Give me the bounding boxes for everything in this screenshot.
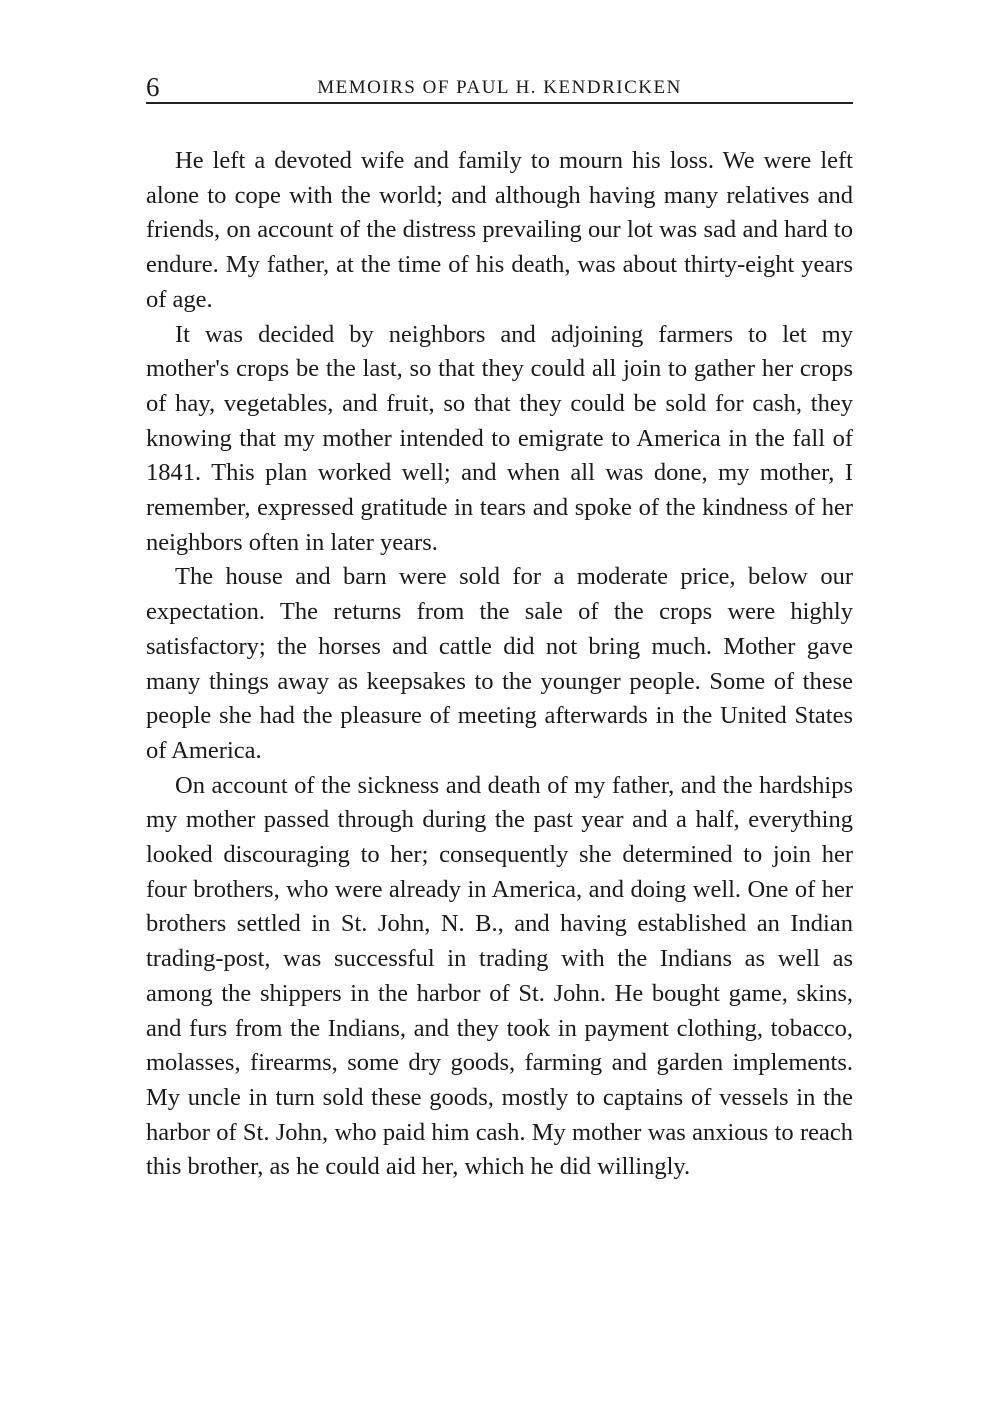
body-text xyxy=(146,144,853,1185)
paragraph: On account of the sickness and death of my father, and the hardships my mother passed through during the past year and a half, everything looked discouraging to her; consequently she determined to join her four brothers, who were already in America, and doing well. One of her brothers settled in St. John, N. B., and having established an Indian trading-post, was successful in trading with the Indians as well as among the shippers in the harbor of St. John. He bought game, skins, and furs from the Indians, and they took in payment clothing, tobacco, molasses, firearms, some dry goods, farming and garden implements. My uncle in turn sold these goods, mostly to captains of vessels in the harbor of St. John, who paid him cash. My mother was anxious to reach this brother, as he could aid her, which he did willingly. xyxy=(146,771,853,1181)
paragraph: It was decided by neighbors and adjoining farmers to let my mother's crops be the last, so that they could all join to gather her crops of hay, vegetables, and fruit, so that they could be sold for cash, they knowing that my mother intended to emigrate to America in the fall of 1841. This plan worked well; and when all was done, my mother, I remember, expressed gratitude in tears and spoke of the kindness of her neighbors often in later years. xyxy=(146,320,853,556)
page-number: 6 xyxy=(146,72,160,102)
running-header xyxy=(146,72,853,104)
paragraph: He left a devoted wife and family to mourn his loss. We were left alone to cope with the world; and although having many relatives and friends, on account of the distress prevailing our lot was sad and hard to endure. My father, at the time of his death, was about thirty-eight years of age. xyxy=(146,147,853,313)
running-title: MEMOIRS OF PAUL H. KENDRICKEN xyxy=(317,77,682,98)
book-page xyxy=(146,72,853,1185)
paragraph: The house and barn were sold for a moderate price, below our expectation. The returns from the sale of the crops were highly satisfactory; the horses and cattle did not bring much. Mother gave many things away as keepsakes to the younger people. Some of these people she had the pleasure of meeting afterwards in the United States of America. xyxy=(146,563,853,764)
